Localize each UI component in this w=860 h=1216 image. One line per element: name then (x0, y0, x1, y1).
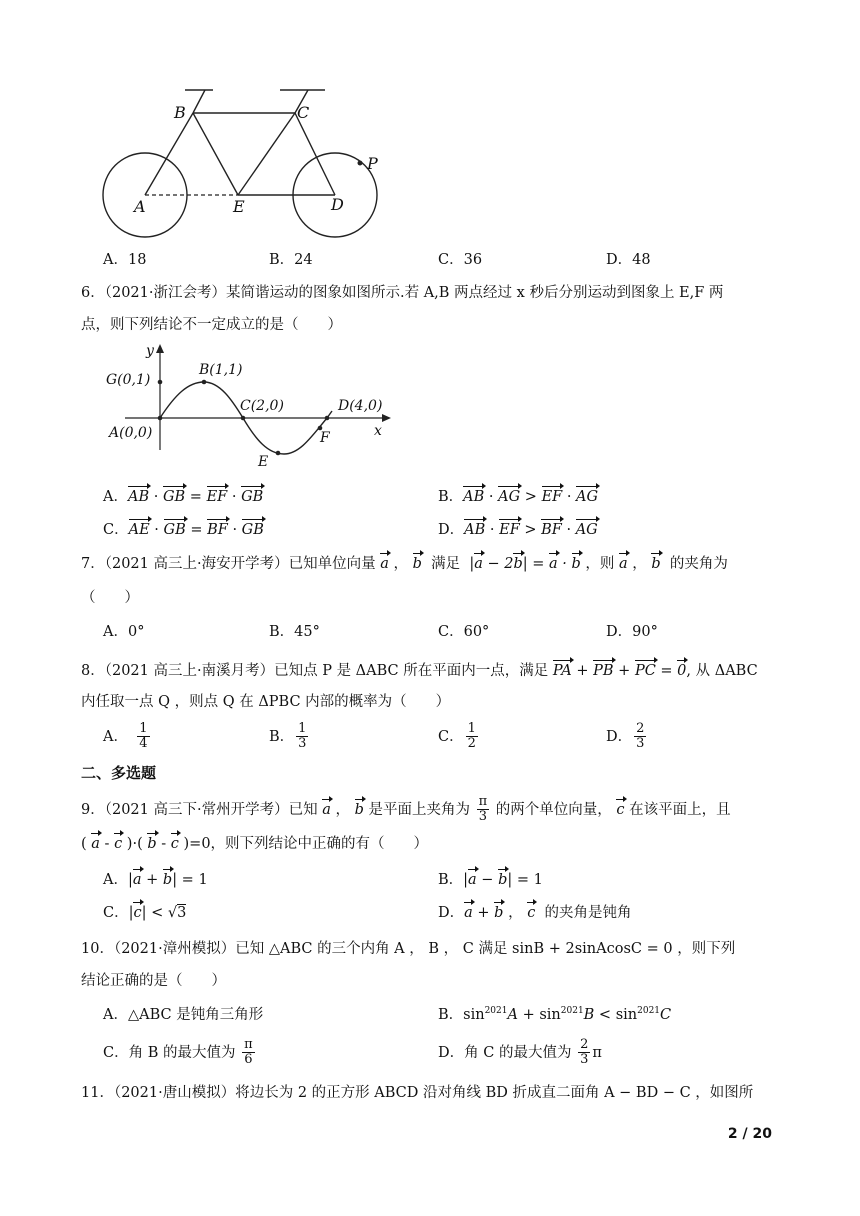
graph-label-c: C(2,0) (240, 398, 284, 414)
q10-line-2: 结论正确的是（ ） (81, 973, 226, 989)
q11-line-1: 11．（2021·唐山模拟）将边长为 2 的正方形 ABCD 沿对角线 BD 折成直二面角 A − BD − C ，如图所 (81, 1085, 754, 1101)
q5-option-a[interactable]: A．18 (103, 252, 147, 268)
section-title-multiple-choice: 二、多选题 (81, 764, 157, 782)
graph-label-a: A(0,0) (109, 425, 153, 441)
graph-label-y: y (146, 343, 154, 359)
q9-line-2: ( a - c )·( b - c )=0，则下列结论中正确的有（ ） (81, 836, 429, 852)
graph-label-e: E (258, 454, 269, 470)
q7-option-d[interactable]: D．90° (606, 624, 658, 640)
q10-option-a[interactable]: A．△ABC 是钝角三角形 (103, 1007, 264, 1023)
bike-label-d: D (331, 195, 344, 214)
q8-option-b[interactable]: B． $\frac{1}{3}$ (269, 721, 307, 752)
q5-option-d[interactable]: D．48 (606, 252, 651, 268)
q6-option-b[interactable]: B．AB · AG > EF · AG (438, 489, 599, 505)
q9-option-b[interactable]: B．|a − b| = 1 (438, 872, 543, 888)
q7-option-a[interactable]: A．0° (103, 624, 145, 640)
q7-line-1: 7．（2021 高三上·海安开学考）已知单位向量 a ， b 满足 |a − 2b| = a · b ，则 a ， b 的夹角为 (81, 556, 728, 572)
graph-label-x: x (374, 423, 382, 439)
q10-line-1: 10．（2021·漳州模拟）已知 △ABC 的三个内角 A ， B ， C 满足 sinB + 2sinAcosC = 0 ，则下列 (81, 941, 736, 957)
q7-line-2: （ ） (81, 590, 139, 606)
bike-label-c: C (297, 103, 310, 122)
q8-option-c[interactable]: C． $\frac{1}{2}$ (438, 721, 476, 752)
q8-option-d[interactable]: D． $\frac{2}{3}$ (606, 721, 645, 752)
bicycle-figure (95, 85, 395, 245)
q10-option-c[interactable]: C．角 B 的最大值为 $\frac{\pi}{6}$ (103, 1037, 253, 1068)
bike-label-p: P (367, 154, 378, 173)
q6-option-c[interactable]: C．AE · GB = BF · GB (103, 522, 264, 538)
graph-label-g: G(0,1) (106, 372, 151, 388)
q9-line-1: 9．（2021 高三下·常州开学考）已知 a ， b 是平面上夹角为 $\frac{\pi}{3}$ 的两个单位向量， c 在该平面上，且 (81, 794, 731, 825)
bike-label-b: B (174, 103, 186, 122)
q6-line-1: 6．（2021·浙江会考）某简谐运动的图象如图所示.若 A,B 两点经过 x 秒后分别运动到图象上 E,F 两 (81, 285, 724, 301)
q8-option-a[interactable]: A． $\frac{1}{4}$ (103, 721, 148, 752)
q6-option-d[interactable]: D．AB · EF > BF · AG (438, 522, 598, 538)
q9-option-d[interactable]: D．a + b ， c 的夹角是钝角 (438, 905, 632, 921)
q5-option-c[interactable]: C．36 (438, 252, 483, 268)
graph-label-b: B(1,1) (199, 362, 243, 378)
bike-label-a: A (134, 197, 146, 216)
page-number: 2 / 20 (727, 1126, 772, 1142)
q9-option-a[interactable]: A．|a + b| = 1 (103, 872, 208, 888)
graph-label-f: F (320, 430, 330, 446)
q8-line-1: 8．（2021 高三上·南溪月考）已知点 P 是 ΔABC 所在平面内一点，满足 PA + PB + PC = 0, 从 ΔABC (81, 663, 758, 679)
graph-label-d: D(4,0) (338, 398, 383, 414)
q10-option-b[interactable]: B．$\sin^{2021}A + \sin^{2021}B < \sin^{2021}C$ (438, 1006, 672, 1023)
q7-option-b[interactable]: B．45° (269, 624, 320, 640)
q7-option-c[interactable]: C．60° (438, 624, 490, 640)
q5-option-b[interactable]: B．24 (269, 252, 313, 268)
q9-option-c[interactable]: C．|c| < √3 (103, 905, 187, 921)
q10-option-d[interactable]: D．角 C 的最大值为 $\frac{2}{3}$ π (438, 1037, 602, 1068)
bike-label-e: E (233, 197, 245, 216)
q6-line-2: 点，则下列结论不一定成立的是（ ） (81, 317, 342, 333)
q6-option-a[interactable]: A．AB · GB = EF · GB (103, 489, 264, 505)
q8-line-2: 内任取一点 Q ，则点 Q 在 ΔPBC 内部的概率为（ ） (81, 694, 451, 710)
